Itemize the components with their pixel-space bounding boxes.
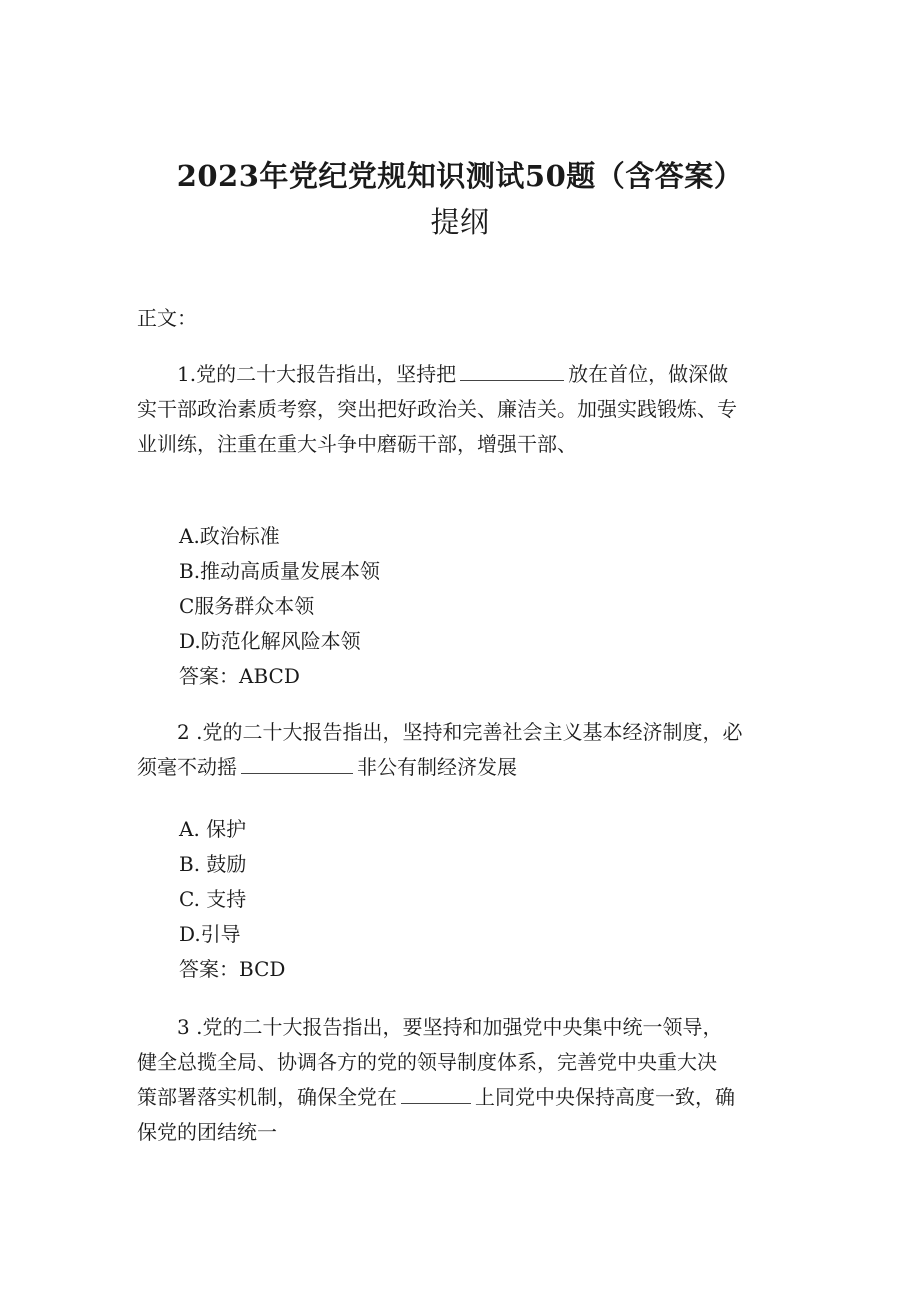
question-2-line-2: 须毫不动摇 非公有制经济发展 — [137, 750, 783, 785]
question-3-line-2: 健全总揽全局、协调各方的党的领导制度体系，完善党中央重大决 — [137, 1050, 717, 1074]
question-1-line-1: 1.党的二十大报告指出，坚持把 放在首位，做深做 — [137, 357, 783, 392]
question-3-line-3: 策部署落实机制，确保全党在 上同党中央保持高度一致，确 — [137, 1080, 783, 1115]
answer-blank — [401, 1081, 471, 1104]
question-2-option-d: D.引导 — [179, 922, 241, 946]
question-1-answer: 答案：ABCD — [179, 664, 300, 688]
question-1 — [137, 357, 783, 462]
question-1-option-a: A.政治标准 — [179, 524, 280, 548]
question-3 — [137, 1010, 783, 1150]
answer-blank — [241, 751, 353, 774]
question-2-option-b: B. 鼓励 — [179, 852, 247, 876]
question-2-option-a: A. 保护 — [179, 817, 247, 841]
question-2-answer: 答案：BCD — [179, 957, 286, 981]
question-1-option-b: B.推动高质量发展本领 — [179, 559, 381, 583]
question-1-option-c: C服务群众本领 — [179, 594, 315, 618]
answer-blank — [460, 358, 564, 381]
question-1-line-2: 实干部政治素质考察，突出把好政治关、廉洁关。加强实践锻炼、专 — [137, 397, 737, 421]
question-1-option-d: D.防范化解风险本领 — [179, 629, 361, 653]
question-2-option-c: C. 支持 — [179, 887, 247, 911]
body-label: 正文： — [137, 306, 197, 330]
document-subtitle: 提纲 — [430, 205, 490, 239]
document-title: 2023年党纪党规知识测试50题（含答案） — [176, 159, 744, 193]
question-1-line-3: 业训练，注重在重大斗争中磨砺干部，增强干部、 — [137, 432, 577, 456]
question-3-line-1: 3 .党的二十大报告指出，要坚持和加强党中央集中统一领导， — [177, 1015, 723, 1039]
question-2-line-1: 2 .党的二十大报告指出，坚持和完善社会主义基本经济制度，必 — [177, 720, 743, 744]
question-2 — [137, 715, 783, 785]
question-3-line-4: 保党的团结统一 — [137, 1120, 277, 1144]
